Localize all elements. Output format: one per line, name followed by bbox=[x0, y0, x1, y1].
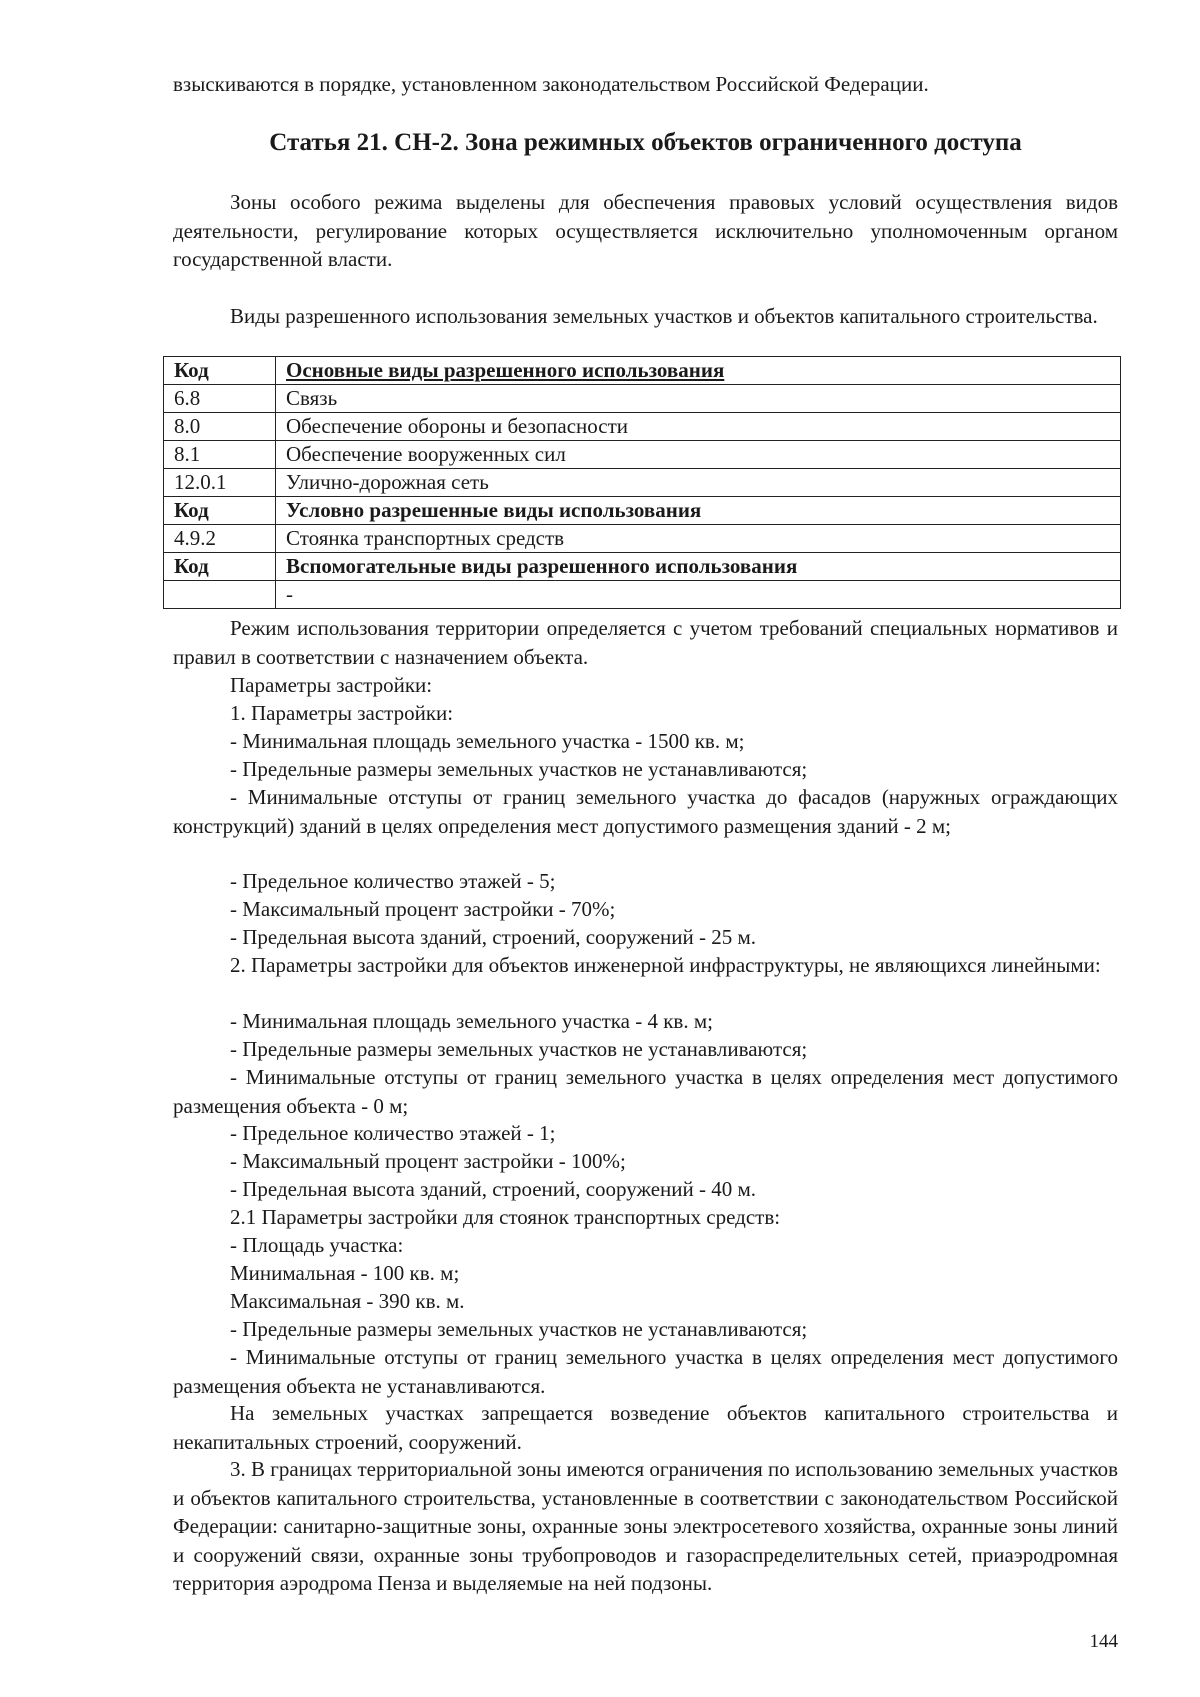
params-title: Параметры застройки: bbox=[230, 673, 433, 697]
row-code: 8.0 bbox=[164, 413, 276, 441]
header-name: Вспомогательные виды разрешенного использования bbox=[276, 553, 1121, 581]
page-number: 144 bbox=[1089, 1631, 1118, 1652]
row-code: 8.1 bbox=[164, 441, 276, 469]
article-title: Статья 21. СН-2. Зона режимных объектов ограниченного доступа bbox=[269, 129, 1022, 156]
list-item: - Предельные размеры земельных участков не устанавливаются; bbox=[230, 1037, 808, 1061]
table-row bbox=[164, 581, 1121, 609]
table-header-main bbox=[164, 357, 1121, 385]
list-item: - Минимальные отступы от границ земельного участка в целях определения мест допустимого размещения объекта не устанавливаются. bbox=[173, 1345, 1118, 1398]
row-name: Обеспечение вооруженных сил bbox=[276, 441, 1121, 469]
row-code: 4.9.2 bbox=[164, 525, 276, 553]
table-row bbox=[164, 469, 1121, 497]
table-row bbox=[164, 525, 1121, 553]
row-code: 12.0.1 bbox=[164, 469, 276, 497]
list-item: Минимальная - 100 кв. м; bbox=[230, 1261, 460, 1285]
table-header-conditional bbox=[164, 497, 1121, 525]
list-item: - Предельная высота зданий, строений, сооружений - 25 м. bbox=[230, 925, 757, 949]
row-name: Стоянка транспортных средств bbox=[276, 525, 1121, 553]
list-item: - Предельное количество этажей - 1; bbox=[230, 1121, 556, 1145]
header-code: Код bbox=[164, 553, 276, 581]
types-paragraph: Виды разрешенного использования земельных участков и объектов капитального строительства. bbox=[230, 304, 1098, 328]
zone-paragraph: Зоны особого режима выделены для обеспечения правовых условий осуществления видов деятельности, регулирование которых осуществляется исключительно уполномоченным органом государственной власти. bbox=[173, 190, 1118, 271]
section21-title: 2.1 Параметры застройки для стоянок транспортных средств: bbox=[230, 1205, 781, 1229]
section3-paragraph: 3. В границах территориальной зоны имеются ограничения по использованию земельных участков и объектов капитального строительства, установленные в соответствии с законодательством Российской Федерации: санитарно-защитные зоны, охранные зоны электросетевого хозяйства, охранные зоны линий и сооружений связи, охранные зоны трубопроводов и газораспределительных сетей, приаэродромная территория аэродрома Пенза и выделяемые на ней подзоны. bbox=[173, 1457, 1118, 1595]
list-item: - Предельные размеры земельных участков не устанавливаются; bbox=[230, 757, 808, 781]
list-item: - Площадь участка: bbox=[230, 1233, 404, 1257]
list-item: Максимальная - 390 кв. м. bbox=[230, 1289, 465, 1313]
table-header-auxiliary bbox=[164, 553, 1121, 581]
list-item: - Предельное количество этажей - 5; bbox=[230, 869, 556, 893]
table-row bbox=[164, 413, 1121, 441]
header-name: Основные виды разрешенного использования bbox=[276, 357, 1121, 385]
header-name: Условно разрешенные виды использования bbox=[276, 497, 1121, 525]
list-item: - Минимальная площадь земельного участка - 4 кв. м; bbox=[230, 1009, 713, 1033]
table-row bbox=[164, 441, 1121, 469]
row-name: Улично-дорожная сеть bbox=[276, 469, 1121, 497]
list-item: - Минимальные отступы от границ земельного участка в целях определения мест допустимого размещения объекта - 0 м; bbox=[173, 1065, 1118, 1118]
section2-title: 2. Параметры застройки для объектов инженерной инфраструктуры, не являющихся линейными: bbox=[230, 953, 1101, 977]
row-code: 6.8 bbox=[164, 385, 276, 413]
list-item: - Минимальная площадь земельного участка - 1500 кв. м; bbox=[230, 729, 745, 753]
row-name: Обеспечение обороны и безопасности bbox=[276, 413, 1121, 441]
list-item: - Максимальный процент застройки - 100%; bbox=[230, 1149, 626, 1173]
land-use-table bbox=[163, 356, 1121, 609]
prohibit-paragraph: На земельных участках запрещается возведение объектов капитального строительства и некапитальных строений, сооружений. bbox=[173, 1401, 1118, 1454]
row-name: Связь bbox=[276, 385, 1121, 413]
section1-title: 1. Параметры застройки: bbox=[230, 701, 454, 725]
intro-line: взыскиваются в порядке, установленном законодательством Российской Федерации. bbox=[173, 72, 929, 96]
header-code: Код bbox=[164, 357, 276, 385]
list-item: - Предельные размеры земельных участков не устанавливаются; bbox=[230, 1317, 808, 1341]
header-code: Код bbox=[164, 497, 276, 525]
regime-paragraph: Режим использования территории определяется с учетом требований специальных нормативов и правил в соответствии с назначением объекта. bbox=[173, 616, 1118, 669]
table-row bbox=[164, 385, 1121, 413]
row-name: - bbox=[276, 581, 1121, 609]
list-item: - Максимальный процент застройки - 70%; bbox=[230, 897, 616, 921]
list-item: - Минимальные отступы от границ земельного участка до фасадов (наружных ограждающих конструкций) зданий в целях определения мест допустимого размещения зданий - 2 м; bbox=[173, 785, 1118, 838]
list-item: - Предельная высота зданий, строений, сооружений - 40 м. bbox=[230, 1177, 757, 1201]
row-code bbox=[164, 581, 276, 609]
